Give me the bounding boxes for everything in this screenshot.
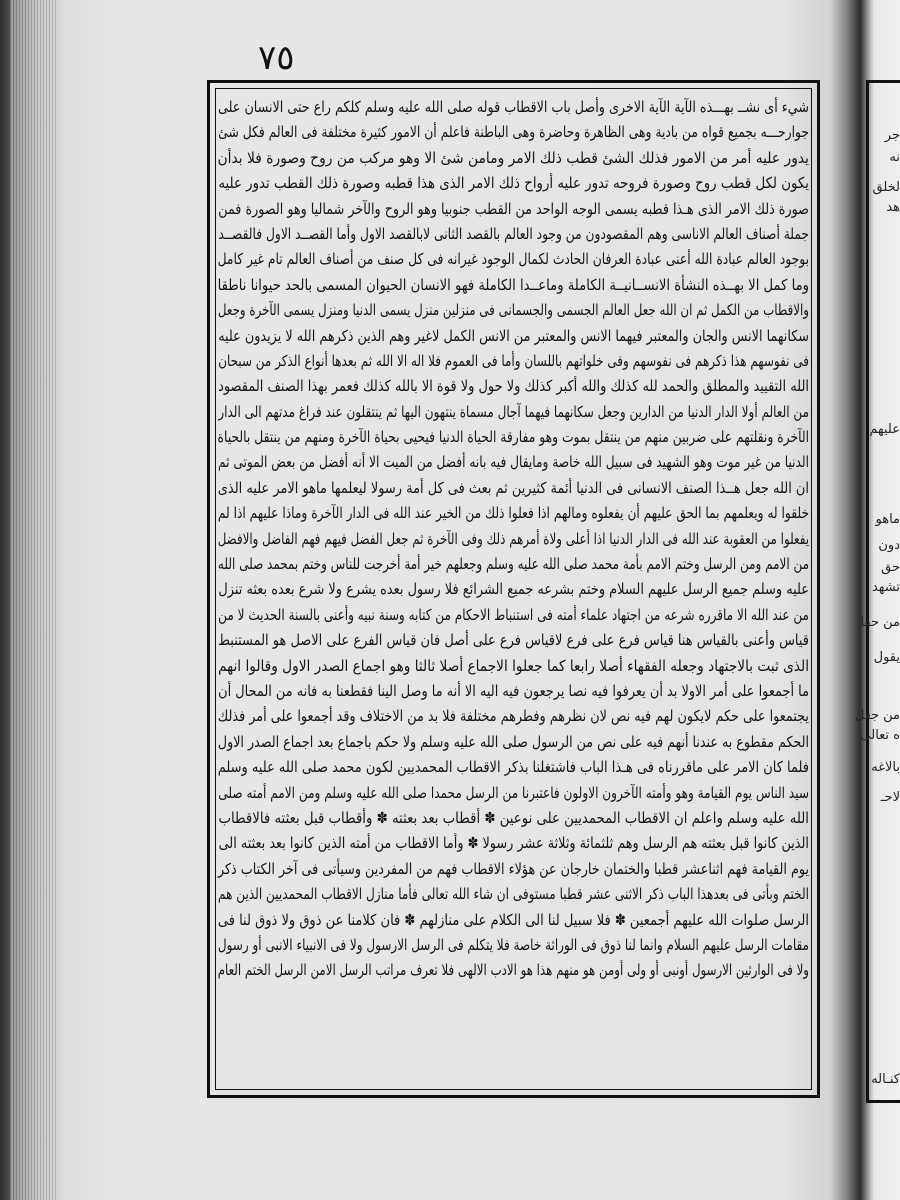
text-line: ان الله جعل هــذا الصنف الانسانى فى الدنيا أئمة كثيرين ثم بعث فى كل أمة رسولا ليعلمها ماهو الامر عليه الذى: [217, 478, 809, 497]
text-line: الدنيا من غير موت وهو الشهيد فى سبيل الله خاصة ومايقال فيه بانه أفضل من الميت الا أنه أفضل من بعض الموتى ثم: [218, 453, 809, 472]
adjacent-page-frame-top: [866, 80, 900, 83]
adjacent-page-frame-bottom: [866, 1100, 900, 1103]
adjacent-page-fragment: من حقا: [860, 615, 900, 630]
adjacent-page-fragment: كنـاله: [871, 1072, 900, 1087]
text-line: ولا فى الوارثين الارسول أونبى أو ولى أومن هو منهم هذا هو الادب الالهى فلا تعرف مراتب الرسل الامن الرسل الختم العام: [217, 961, 810, 980]
text-line: صورة ذلك الامر الذى هـذا قطبه يسمى الوجه الواحد من القطب جنوبيا وهو الروح والآخر شماليا وهو الصورة فمن: [218, 199, 809, 218]
text-line: خلقوا له ويعلمهم بما الحق عليهم أن يفعلوه ومالهم اذا فعلوا ذلك من الخير عند الله فى الدار الآخرة وماذا عليهم اذا لم: [217, 504, 809, 523]
text-line: الذين كانوا قبل بعثته هم الرسل وهم ثلثمائة وثلاثة عشر رسولا ✽ وأما الاقطاب من أمته الذين كانوا بعد بعثته الى: [218, 834, 810, 853]
text-frame: [207, 80, 820, 1098]
adjacent-page-fragment: من جعل: [854, 708, 900, 723]
text-line: يوم القيامة فهم اثناعشر قطبا والختمان خارجان عن هؤلاء الاقطاب فهم من المفردين وسيأتى فى آخر الكتاب ذكر: [217, 859, 809, 878]
text-line: سكانهما الانس والجان والمعتبر فيهما الانس والمعتبر من الانس الكمل لاغير وهم الذين ذكرهم الله لا يزيدون عليه: [218, 326, 809, 345]
adjacent-page-fragment: لخلق: [872, 180, 900, 195]
adjacent-page-fragment: ماهو: [875, 512, 900, 527]
adjacent-page-fragment: هد: [886, 200, 900, 215]
text-line: فلما كان الامر على ماقررناه فى هـذا الباب فاشتغلنا بذكر الاقطاب المحمديين لكون محمد صلى الله عليه وسلم: [217, 758, 809, 777]
text-line: يفعلوا من العقوبة عند الله فى الدار الدنيا اذا أعلى ولاة أمرهم ذلك وفى الآخرة ثم جعل الفضل فيهم فهم الفاضل والافضل: [217, 529, 809, 548]
text-line: من الامم ومن الرسل وختم الامم بأمة محمد صلى الله عليه وسلم وجعلهم خير أمة أخرجت للناس وختم بمحمد صلى الله: [217, 555, 809, 574]
adjacent-page-fragment: عليهم: [869, 422, 900, 437]
adjacent-page-fragment: دون: [878, 538, 900, 553]
main-text-block: [218, 95, 809, 1085]
adjacent-page-fragment: بالاغه: [871, 760, 900, 775]
text-line: الحكم مقطوع به عندنا أنهم فيه على نص من الرسول صلى الله عليه وسلم ولا حكم باجماع بعد اجماع الصدر الاول: [217, 732, 809, 751]
text-line: من العالم أولا الدار الدنيا من الدارين وجعل سكانهما فيهما آجال مسماة ينتهون اليها ثم ينتقلون عند فراغ مدتهم الى الدار: [218, 402, 809, 421]
text-line: الختم وبأتى فى بعدهذا الباب ذكر الاثنى عشر قطبا مستوفى ان شاء الله تعالى فأما منازل الاقطاب المحمديين الذين هم: [218, 885, 809, 904]
text-line: مقامات الرسل عليهم السلام وانما لنا ذوق فى الوراثة خاصة فلا يتكلم فى الرسل الارسول ولا فى الانبياء الانبى أو رسول: [217, 935, 809, 954]
text-line: فى نفوسهم هذا ذكرهم فى نفوسهم وفى خلواتهم باللسان وأما فى العموم فلا اله الا الله ثم بعدها أنواع الذكر من سبحان: [218, 351, 809, 370]
text-line: يدور عليه أمر من الامور فذلك الشئ قطب ذلك الامر ومامن شئ الا وهو مركب من روح وصورة فلا بدأن: [217, 148, 809, 167]
text-line: يكون لكل قطب روح وصورة فروحه تدور عليه أرواح ذلك الامر الذى هذا قطبه وصورة ذلك القطب تدور عليه: [218, 174, 809, 193]
text-line: ما أجمعوا على أمر الاولا بد أن يعرفوا فيه نصا يرجعون فيه اليه الا أنه ما وصل الينا فقطعنا به فانه من المحال أن: [218, 681, 809, 700]
text-line: والاقطاب من الكمل ثم ان الله جعل العالم الجسمى والجسمانى فى منزلين منزل يسمى الدنيا ومنزل يسمى الآخرة وجعل: [217, 301, 809, 320]
text-line: الرسل صلوات الله عليهم أجمعين ✽ فلا سبيل لنا الى الكلام على منازلهم ✽ فان كلامنا عن ذوق ولا ذوق لنا فى: [217, 910, 809, 929]
text-line: يجتمعوا على حكم لايكون لهم فيه نص لان نظرهم وفطرهم مختلفة فلا بد من الاختلاف وقد أجمعوا على أمر فذلك: [217, 707, 810, 726]
text-line: الله التقييد والمطلق والحمد لله كذلك والله أكبر كذلك ولا حول ولا قوة الا بالله كذلك فعمر بهذا الصنف المقصود: [218, 377, 809, 396]
adjacent-page-fragment: يقول: [873, 650, 900, 665]
text-line: شيء أى نشــ بهـــذه الآية الآية الاخرى وأصل باب الاقطاب قوله صلى الله عليه وسلم كلكم راع حتى الانسان على: [218, 98, 809, 116]
text-line: قياس وأعنى بالقياس هنا قياس فرع على فرع لاقياس فرع على أصل فان قياس الفرع على الاصل هو المستنبط: [217, 631, 809, 650]
text-line: سيد الناس يوم القيامة وهو وأمته الآخرون الاولون فاعتبرنا من الرسل محمدا صلى الله عليه وسلم ومن الامم أمته صلى: [218, 783, 809, 802]
adjacent-page-fragment: لاحـ: [880, 790, 900, 805]
adjacent-page-fragment: تشهد: [871, 580, 900, 595]
text-line: وما كمل الا بهــذه النشأة الانســانيــة الكاملة وماعــدا الكاملة فهو الانسان الحيوان المسمى بالحد حيوانا ناطقا: [217, 275, 809, 294]
adjacent-page-fragment: جر: [884, 128, 900, 143]
page-edge-stack: [10, 0, 56, 1200]
text-line: جوارحـــه بجميع قواه من بادية وهى الظاهرة وحاضرة وهى الباطنة فاعلم أن الامور كثيرة مختلفة فى العالم فكل شئ: [218, 123, 809, 142]
adjacent-page-fragment: ه تعالى: [860, 728, 900, 743]
page-number: ٧٥: [258, 38, 295, 78]
text-line: بوجود العالم عبادة الله أعنى عبادة العرفان الحادث لكمال الوجود غيرانه فى كل صنف من أصناف العالم تام غير كامل: [217, 250, 809, 269]
text-line: الآخرة ونقلتهم على ضربين منهم من ينتقل بموت وهو مفارقة الحياة الدنيا فيحيى بحياة الآخرة ومنهم من ينتقل بالحياة: [217, 428, 809, 447]
adjacent-page-frame-rule: [866, 80, 869, 1102]
text-line: الذى ثبت بالاجتهاد وجعله الفقهاء أصلا رابعا كما جعلوا الاجماع أصلا ثالثا وهو اجماع الصدر الاول وقالوا انهم: [218, 656, 809, 675]
text-line: جملة أصناف العالم الاناسى وهم المقصودون من وجود العالم بالقصد الثانى لابالقصد الاول وأما القصــد الاول فالقصــد: [218, 224, 809, 243]
text-line: من عند الله الا ماقرره شرعه من اجتهاد علماء أمته فى استنباط الاحكام من كتابه وسنة نبيه وأعنى بالسنة الحديث لا من: [218, 605, 809, 624]
text-line: عليه وسلم جميع الرسل عليهم السلام وختم بشرعه جميع الشرائع فلا رسول بعده يشرع ولا شرع بعده بعثه تنزل: [218, 580, 810, 599]
text-line: الله عليه وسلم واعلم ان الاقطاب المحمديين على نوعين ✽ أقطاب بعد بعثته ✽ وأقطاب قبل بعثته فالاقطاب: [218, 808, 809, 827]
adjacent-page-fragment: نه: [889, 150, 900, 165]
adjacent-page-fragment: حق: [881, 560, 900, 575]
